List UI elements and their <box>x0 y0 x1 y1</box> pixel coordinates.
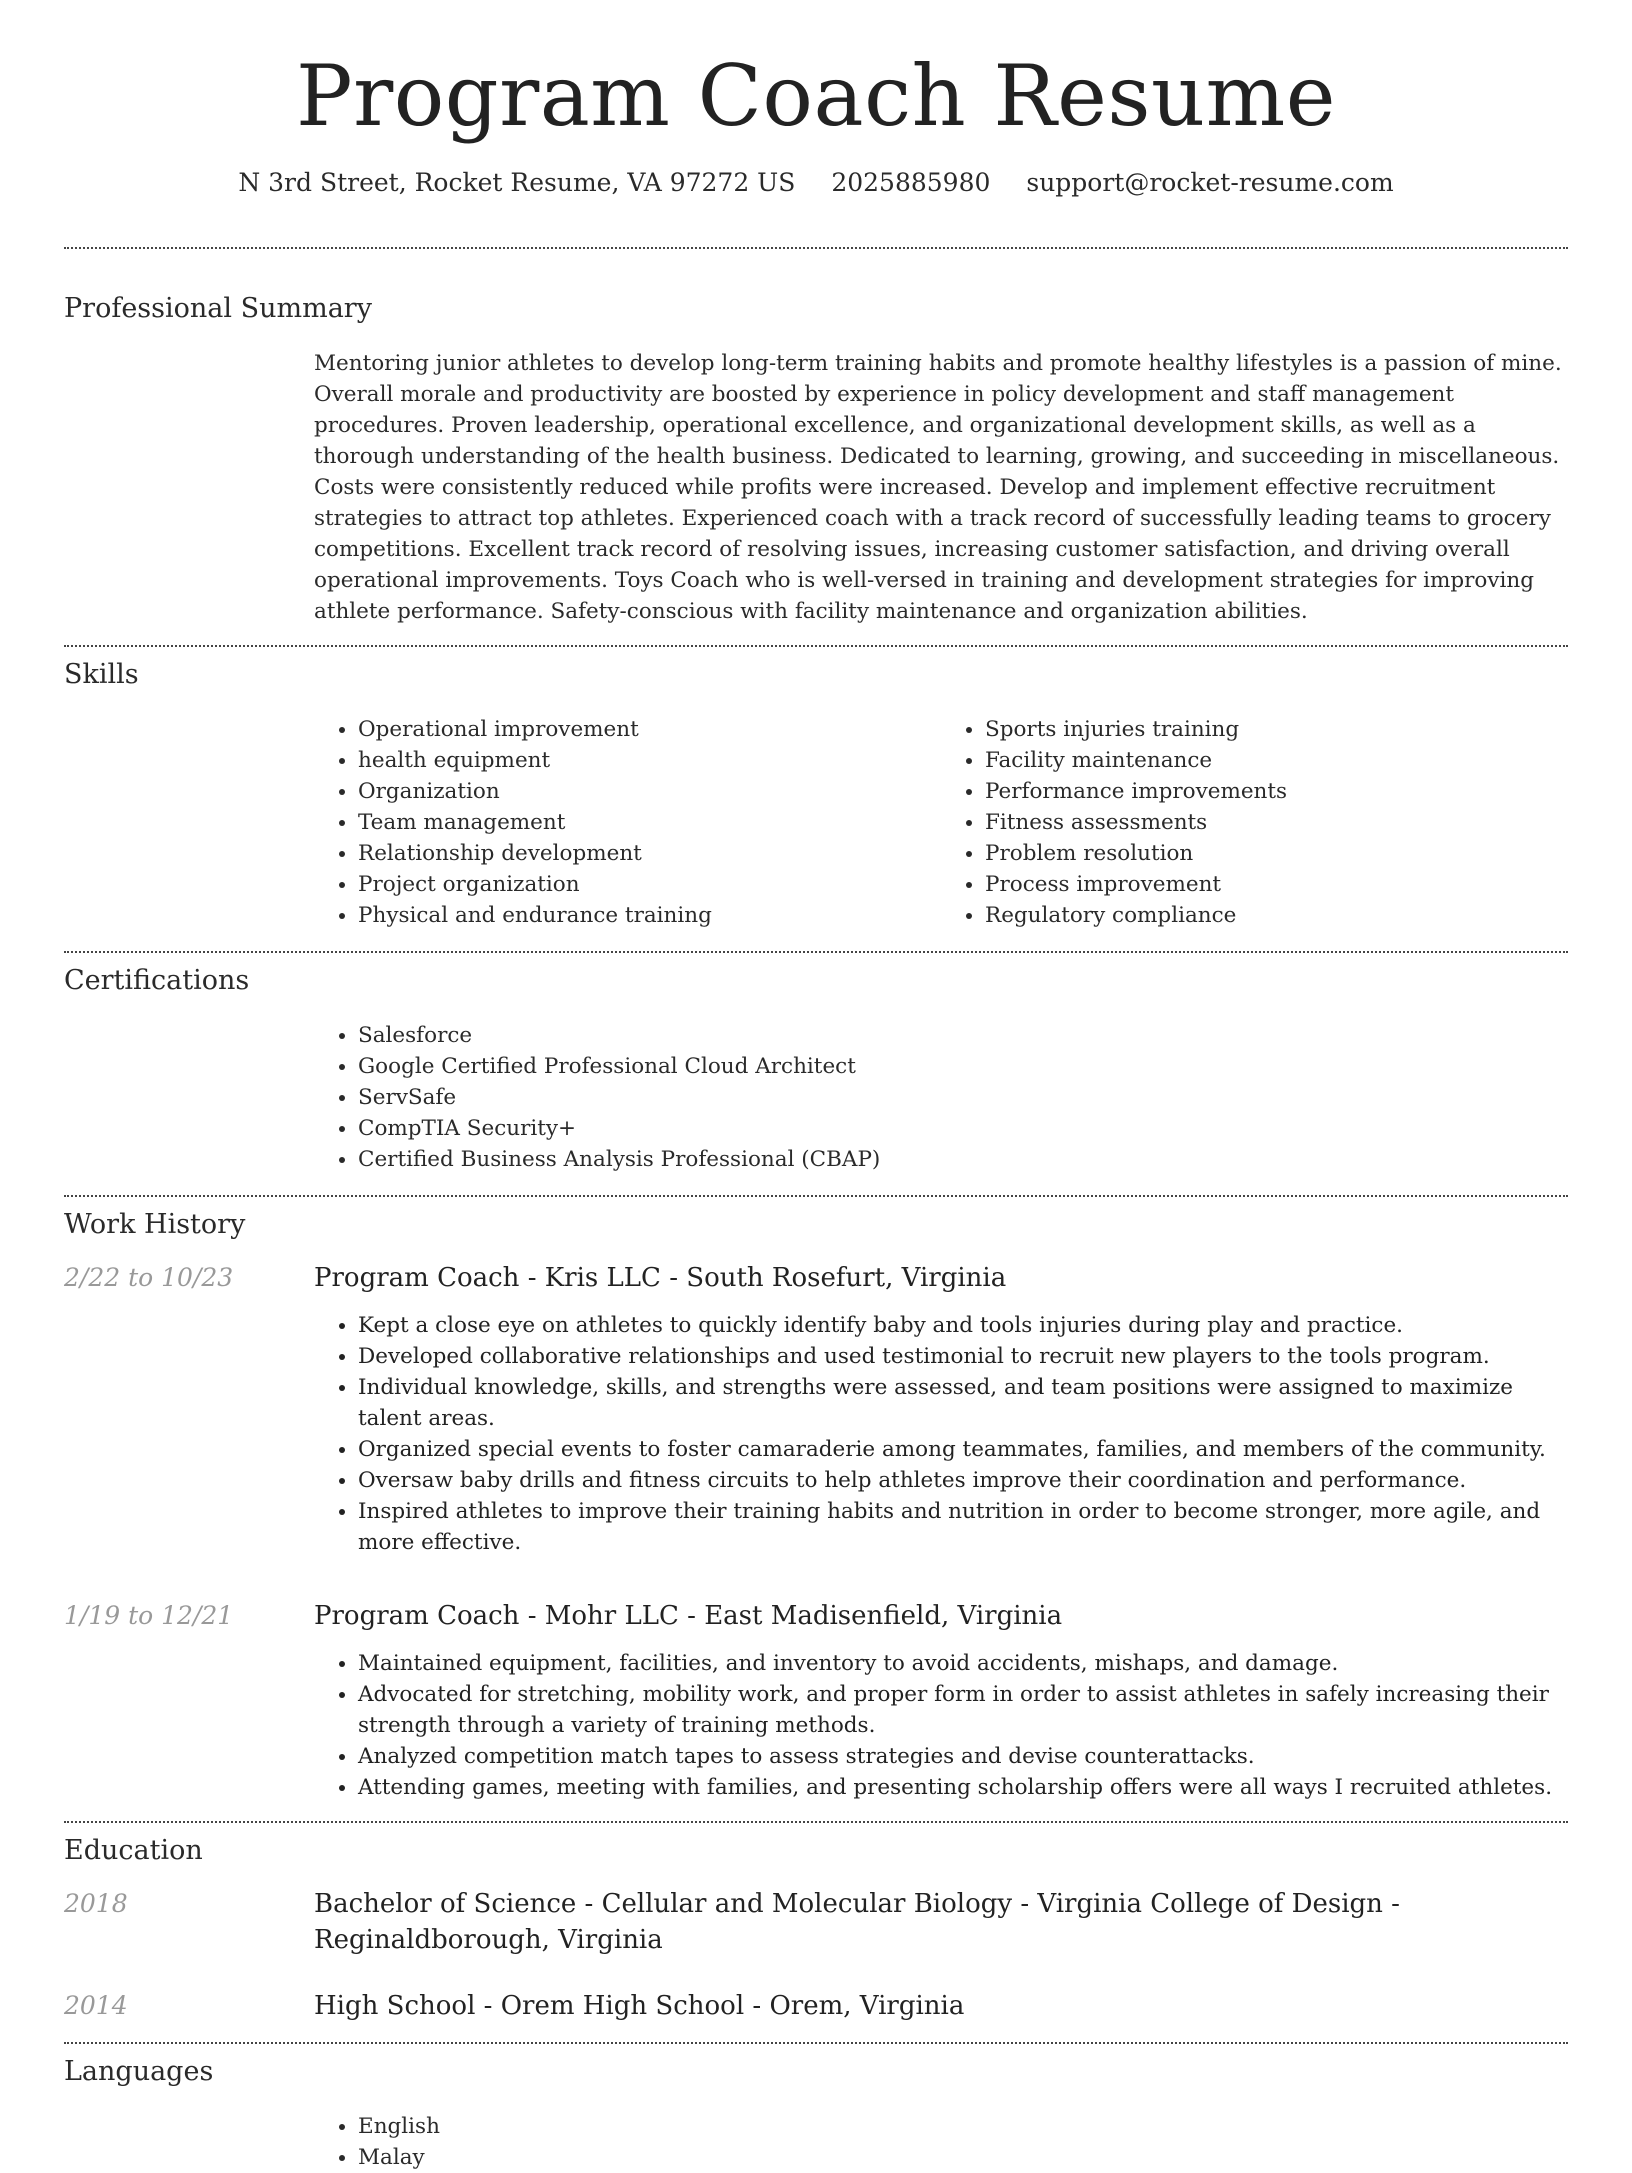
contact-phone: 2025885980 <box>831 168 991 198</box>
certifications-section <box>64 965 1568 1175</box>
divider <box>64 1195 1568 1197</box>
job-bullet: • Organized special events to foster camaraderie among teammates, families, and members of the community. <box>358 1434 1568 1465</box>
skills-column-right <box>941 714 1568 931</box>
job-bullet: • Analyzed competition match tapes to assess strategies and devise counterattacks. <box>358 1741 1568 1772</box>
skill-item: • Sports injuries training <box>985 714 1568 745</box>
skill-item: • Fitness assessments <box>985 807 1568 838</box>
section-title-skills: Skills <box>64 659 139 691</box>
job-bullets <box>314 1310 1568 1558</box>
language-item: • Malay <box>358 2142 1568 2173</box>
divider <box>64 247 1568 249</box>
certification-item: • CompTIA Security+ <box>358 1113 1568 1144</box>
skill-item: • health equipment <box>358 745 941 776</box>
section-title-summary: Professional Summary <box>64 293 372 325</box>
education-section <box>64 1835 1568 2024</box>
job-bullets <box>314 1648 1568 1803</box>
job-bullet: • Oversaw baby drills and fitness circuits to help athletes improve their coordination and performance. <box>358 1465 1568 1496</box>
languages-list <box>314 2111 1568 2173</box>
job-entry <box>64 1260 1568 1558</box>
languages-list-wrap <box>314 2111 1568 2173</box>
skill-item: • Relationship development <box>358 838 941 869</box>
certifications-list <box>314 1020 1568 1175</box>
job-bullet: • Developed collaborative relationships and used testimonial to recruit new players to the tools program. <box>358 1341 1568 1372</box>
contact-email: support@rocket-resume.com <box>1026 168 1394 198</box>
skill-item: • Project organization <box>358 869 941 900</box>
job-bullet: • Maintained equipment, facilities, and inventory to avoid accidents, mishaps, and damage. <box>358 1648 1568 1679</box>
education-details <box>314 1988 1568 2024</box>
education-title: High School - Orem High School - Orem, Virginia <box>314 1991 965 2022</box>
divider <box>64 1821 1568 1823</box>
job-bullet: • Individual knowledge, skills, and strengths were assessed, and team positions were assigned to maximize talent areas. <box>358 1372 1568 1434</box>
job-title: Program Coach - Mohr LLC - East Madisenfield, Virginia <box>314 1601 1063 1632</box>
skill-item: • Regulatory compliance <box>985 900 1568 931</box>
education-details <box>314 1886 1568 1958</box>
section-title-education: Education <box>64 1835 203 1867</box>
contact-address: N 3rd Street, Rocket Resume, VA 97272 US <box>238 168 796 198</box>
skill-item: • Performance improvements <box>985 776 1568 807</box>
divider <box>64 645 1568 647</box>
skill-item: • Facility maintenance <box>985 745 1568 776</box>
job-dates: 2/22 to 10/23 <box>64 1263 234 1293</box>
contact-line <box>0 168 1632 197</box>
certifications-list-wrap <box>314 1020 1568 1175</box>
certification-item: • Google Certified Professional Cloud Architect <box>358 1051 1568 1082</box>
divider <box>64 951 1568 953</box>
skills-list <box>314 714 1568 931</box>
job-details <box>314 1260 1568 1558</box>
divider <box>64 2042 1568 2044</box>
skill-item: • Operational improvement <box>358 714 941 745</box>
languages-section <box>64 2056 1568 2173</box>
job-bullet: • Advocated for stretching, mobility work, and proper form in order to assist athletes in safely increasing their strength through a variety of training methods. <box>358 1679 1568 1741</box>
skill-item: • Problem resolution <box>985 838 1568 869</box>
certification-item: • Salesforce <box>358 1020 1568 1051</box>
work-section <box>64 1209 1568 1803</box>
summary-section <box>64 293 1568 627</box>
job-entry <box>64 1598 1568 1803</box>
section-title-work: Work History <box>64 1209 246 1241</box>
certification-item: • ServSafe <box>358 1082 1568 1113</box>
summary-text: Mentoring junior athletes to develop long-term training habits and promote healthy lifestyles is a passion of mine. Overall morale and productivity are boosted by experience in policy development and staff management procedures. Proven leadership, operational excellence, and organizational development skills, as well as a thorough understanding of the health business. Dedicated to learning, growing, and succeeding in miscellaneous. Costs were consistently reduced while profits were increased. Develop and implement effective recruitment strategies to attract top athletes. Experienced coach with a track record of successfully leading teams to grocery competitions. Excellent track record of resolving issues, increasing customer satisfaction, and driving overall operational improvements. Toys Coach who is well-versed in training and development strategies for improving athlete performance. Safety-conscious with facility maintenance and organization abilities. <box>314 351 1562 625</box>
job-bullet: • Inspired athletes to improve their training habits and nutrition in order to become stronger, more agile, and more effective. <box>358 1496 1568 1558</box>
skill-item: • Organization <box>358 776 941 807</box>
skill-item: • Process improvement <box>985 869 1568 900</box>
skill-item: • Physical and endurance training <box>358 900 941 931</box>
skills-column-left <box>314 714 941 931</box>
section-title-certifications: Certifications <box>64 965 250 997</box>
education-title: Bachelor of Science - Cellular and Molecular Biology - Virginia College of Design - Reginaldborough, Virginia <box>314 1889 1400 1956</box>
job-bullet: • Kept a close eye on athletes to quickly identify baby and tools injuries during play and practice. <box>358 1310 1568 1341</box>
job-bullet: • Attending games, meeting with families, and presenting scholarship offers were all ways I recruited athletes. <box>358 1772 1568 1803</box>
education-entry <box>64 1988 1568 2024</box>
job-details <box>314 1598 1568 1803</box>
certification-item: • Certified Business Analysis Professional (CBAP) <box>358 1144 1568 1175</box>
skills-section <box>64 659 1568 931</box>
education-entry <box>64 1886 1568 1958</box>
resume-title: Program Coach Resume <box>296 47 1336 145</box>
education-year: 2014 <box>64 1991 128 2021</box>
section-title-languages: Languages <box>64 2056 214 2088</box>
language-item: • English <box>358 2111 1568 2142</box>
education-year: 2018 <box>64 1889 128 1919</box>
job-title: Program Coach - Kris LLC - South Rosefurt, Virginia <box>314 1263 1007 1294</box>
skill-item: • Team management <box>358 807 941 838</box>
job-dates: 1/19 to 12/21 <box>64 1601 234 1631</box>
